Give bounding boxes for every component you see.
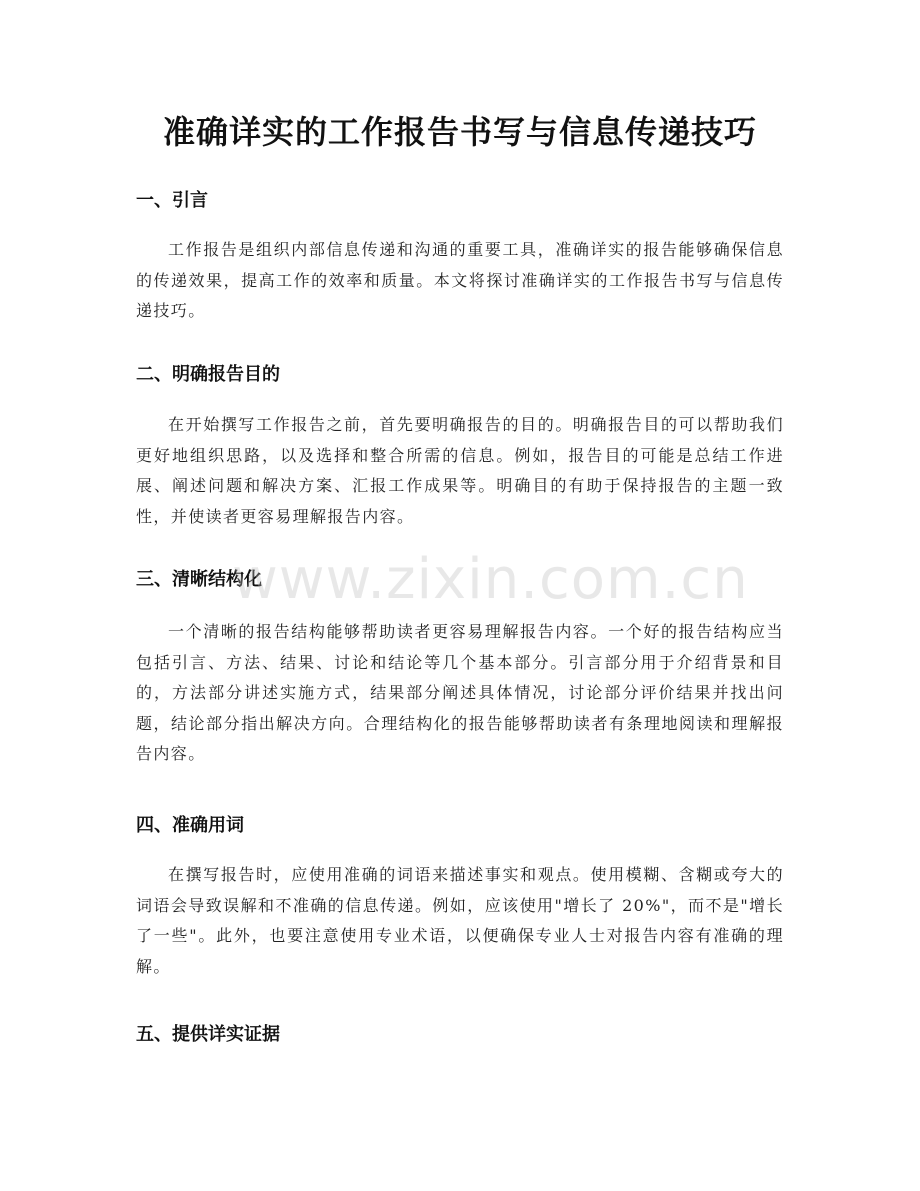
section-heading-report-purpose: 二、明确报告目的 xyxy=(136,364,280,385)
section-heading-clear-structure: 三、清晰结构化 xyxy=(136,569,262,590)
section-heading-detailed-evidence: 五、提供详实证据 xyxy=(136,1024,280,1045)
section-heading-accurate-wording: 四、准确用词 xyxy=(136,815,244,836)
section-heading-introduction: 一、引言 xyxy=(136,190,208,211)
watermark-text: www.zixin.com.cn xyxy=(232,547,749,612)
section-paragraph-clear-structure: 一个清晰的报告结构能够帮助读者更容易理解报告内容。一个好的报告结构应当包括引言、方法、结果、讨论和结论等几个基本部分。引言部分用于介绍背景和目的，方法部分讲述实施方式，结果部分阐述具体情况，讨论部分评价结果并找出问题，结论部分指出解决方向。合理结构化的报告能够帮助读者有条理地阅读和理解报告内容。 xyxy=(136,622,784,763)
section-paragraph-accurate-wording: 在撰写报告时，应使用准确的词语来描述事实和观点。使用模糊、含糊或夸大的词语会导致误解和不准确的信息传递。例如，应该使用"增长了 20%"，而不是"增长了一些"。此外，也要注意使用专业术语，以便确保专业人士对报告内容有准确的理解。 xyxy=(136,865,784,976)
section-paragraph-introduction: 工作报告是组织内部信息传递和沟通的重要工具，准确详实的报告能够确保信息的传递效果，提高工作的效率和质量。本文将探讨准确详实的工作报告书写与信息传递技巧。 xyxy=(136,240,784,320)
section-paragraph-report-purpose: 在开始撰写工作报告之前，首先要明确报告的目的。明确报告目的可以帮助我们更好地组织思路，以及选择和整合所需的信息。例如，报告目的可能是总结工作进展、阐述问题和解决方案、汇报工作成果等。明确目的有助于保持报告的主题一致性，并使读者更容易理解报告内容。 xyxy=(136,415,784,526)
document-title: 准确详实的工作报告书写与信息传递技巧 xyxy=(162,113,757,151)
